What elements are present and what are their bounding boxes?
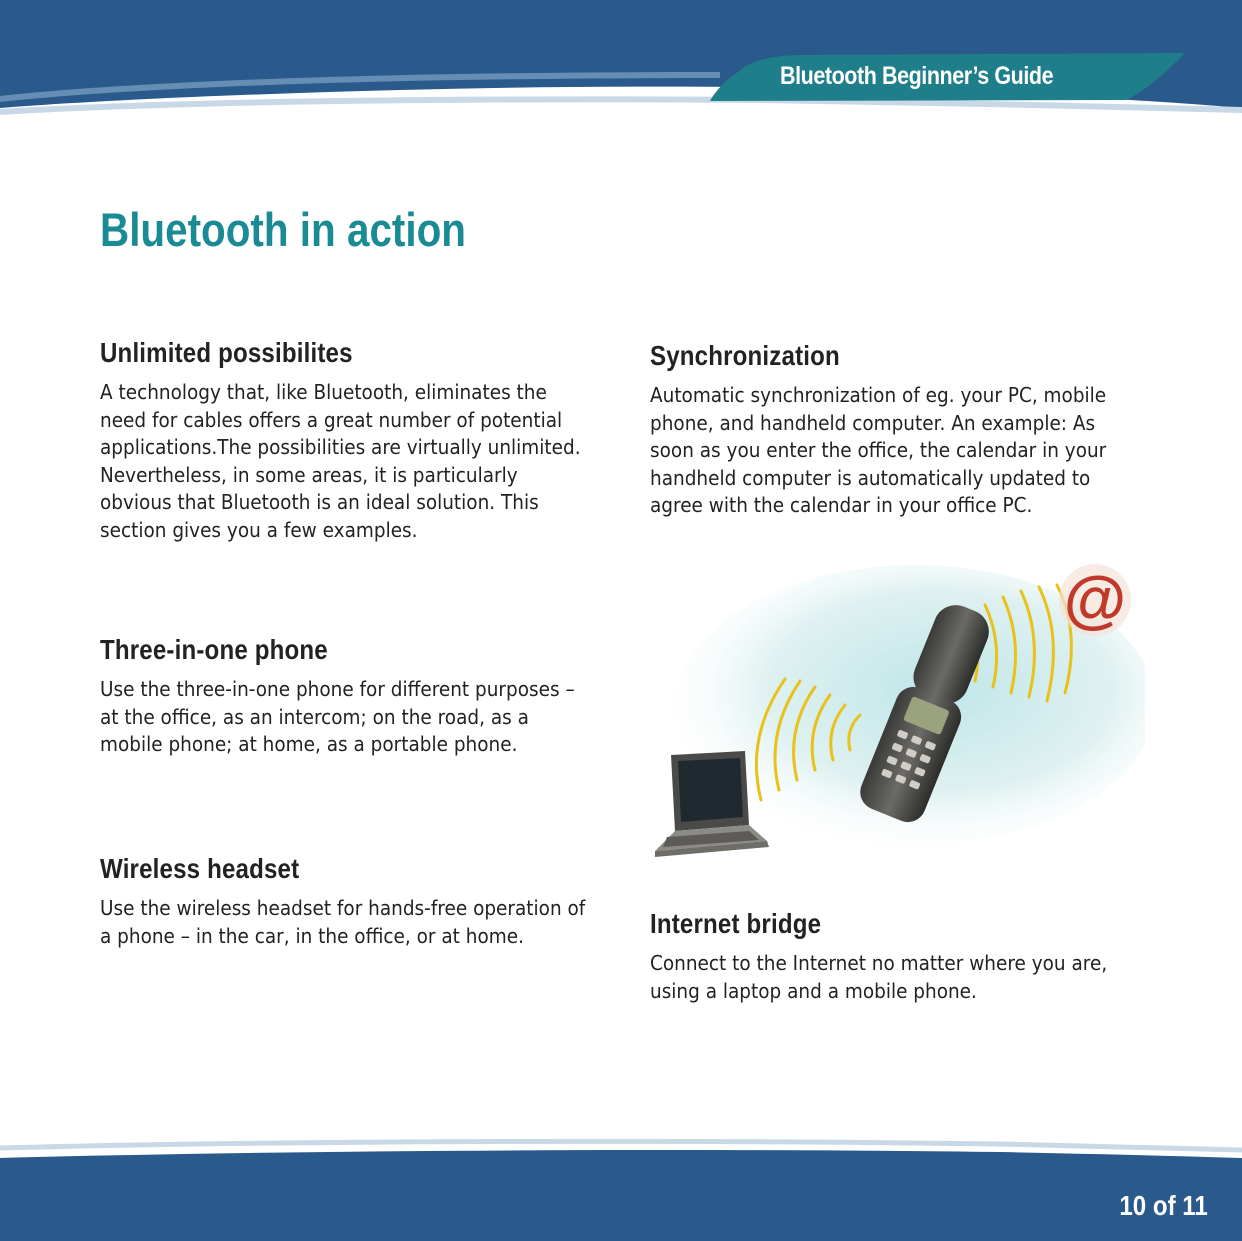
section-heading: Unlimited possibilites [100, 337, 353, 368]
section-unlimited-possibilities [100, 337, 640, 544]
page-number: 10 of 11 [1119, 1190, 1208, 1221]
section-heading: Internet bridge [650, 908, 822, 939]
section-internet-bridge [650, 908, 1180, 1005]
section-body: Use the three-in-one phone for different purposes – at the office, as an intercom; on the road, as a mobile phone; at home, as a portable phone. [100, 677, 575, 756]
section-body: A technology that, like Bluetooth, eliminates the need for cables offers a great number of potential applications.The possibilities are virtually unlimited. Nevertheless, in some areas, it is particularly obvious that Bluetooth is an ideal solution. This section gives you a few examples. [100, 380, 581, 542]
svg-text:@: @ [1063, 563, 1127, 635]
section-three-in-one-phone [100, 634, 640, 759]
section-wireless-headset [100, 853, 640, 950]
section-heading: Three-in-one phone [100, 634, 328, 665]
page-title: Bluetooth in action [100, 203, 466, 256]
guide-title: Bluetooth Beginner’s Guide [780, 62, 1054, 90]
at-symbol-icon [1059, 563, 1131, 636]
bluetooth-illustration [645, 555, 1145, 885]
section-body: Use the wireless headset for hands-free operation of a phone – in the car, in the office, or at home. [100, 896, 586, 948]
section-synchronization [650, 340, 1180, 520]
section-body: Automatic synchronization of eg. your PC, mobile phone, and handheld computer. An example: As soon as you enter the office, the calendar in your handheld computer is automatically updated to agree with the calendar in your office PC. [650, 383, 1107, 517]
footer-band [0, 1138, 1242, 1241]
section-body: Connect to the Internet no matter where you are, using a laptop and a mobile phone. [650, 951, 1108, 1003]
section-heading: Wireless headset [100, 853, 300, 884]
section-heading: Synchronization [650, 340, 840, 371]
